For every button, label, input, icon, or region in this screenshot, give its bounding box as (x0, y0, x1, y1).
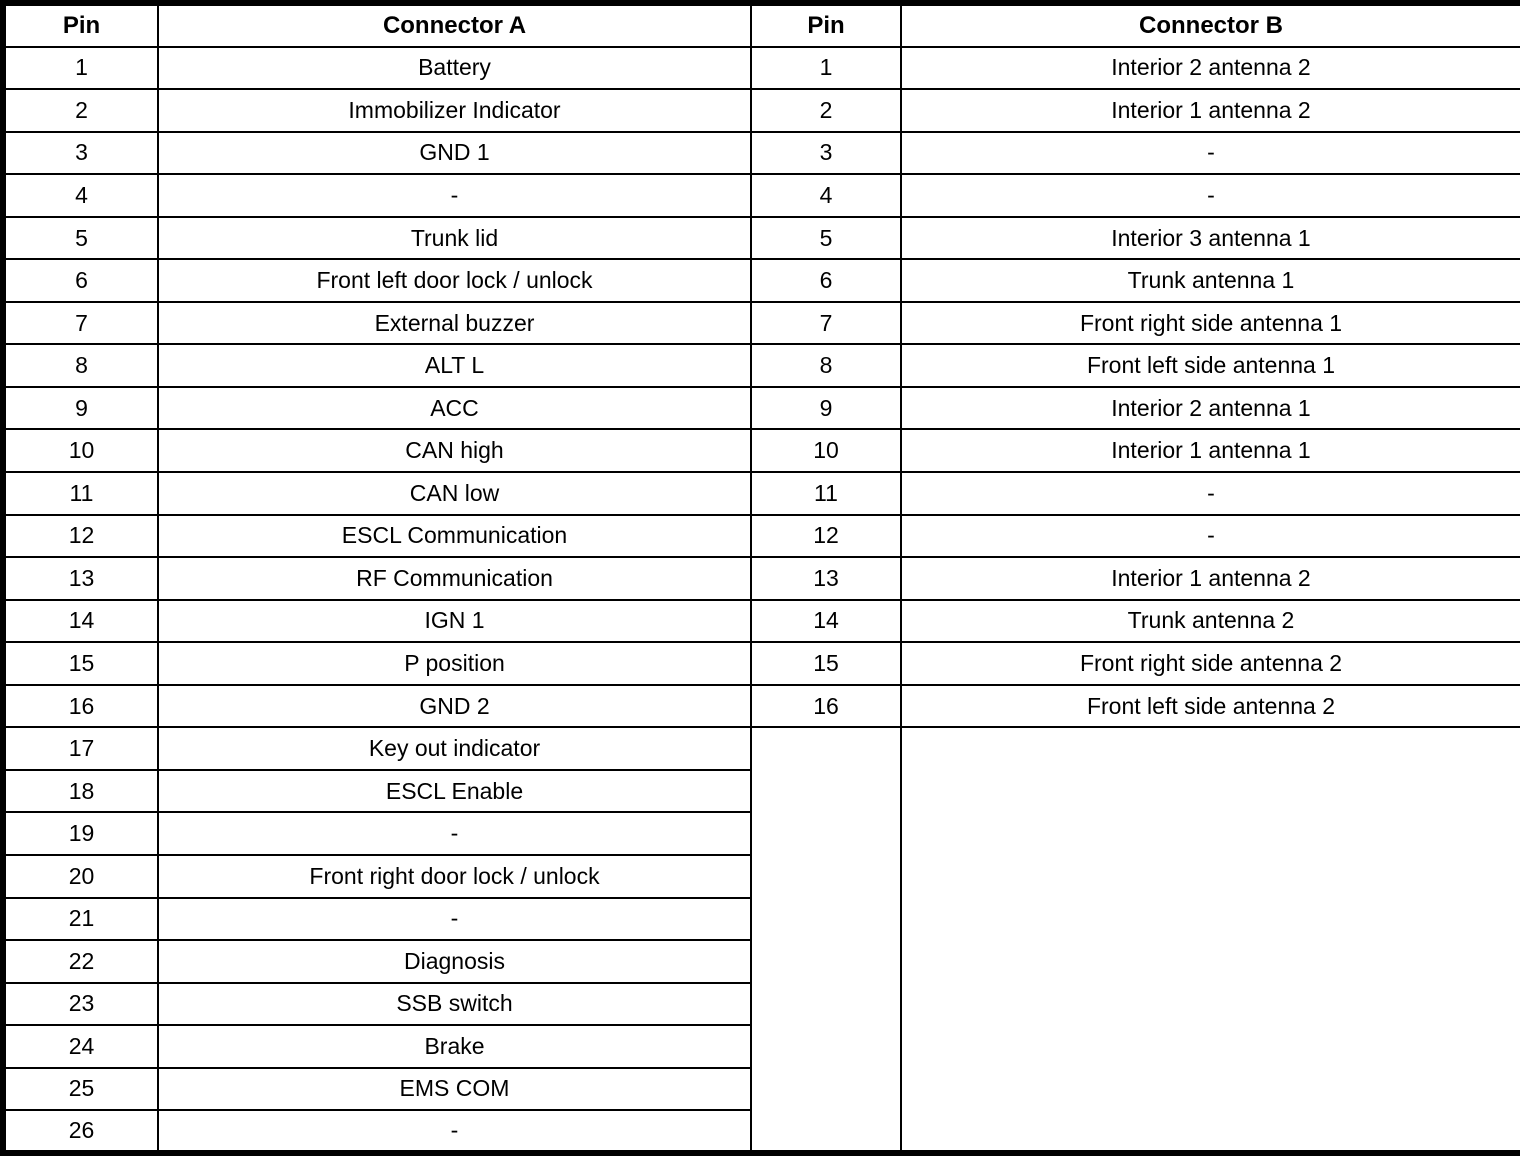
connector-a-desc-cell: - (158, 174, 751, 217)
connector-a-desc-cell: GND 1 (158, 132, 751, 175)
connector-b-desc-cell: Trunk antenna 2 (901, 600, 1520, 643)
connector-b-pin-cell: 9 (751, 387, 901, 430)
connector-b-pin-cell: 14 (751, 600, 901, 643)
connector-b-pin-cell: 8 (751, 344, 901, 387)
connector-a-desc-cell: Trunk lid (158, 217, 751, 260)
table-row (3, 302, 1520, 345)
connector-a-desc-cell: Immobilizer Indicator (158, 89, 751, 132)
connector-a-desc-cell: EMS COM (158, 1068, 751, 1111)
connector-b-desc-cell: Front left side antenna 1 (901, 344, 1520, 387)
connector-b-pin-empty-cell (751, 727, 901, 1153)
connector-a-pin-cell: 6 (3, 259, 158, 302)
connector-b-desc-cell: Trunk antenna 1 (901, 259, 1520, 302)
connector-a-desc-cell: - (158, 812, 751, 855)
connector-b-desc-cell: Interior 1 antenna 2 (901, 89, 1520, 132)
header-connector-a: Connector A (158, 3, 751, 47)
connector-a-pin-cell: 21 (3, 898, 158, 941)
table-row (3, 344, 1520, 387)
connector-a-pin-cell: 1 (3, 47, 158, 90)
connector-a-desc-cell: IGN 1 (158, 600, 751, 643)
connector-a-pin-cell: 15 (3, 642, 158, 685)
table-row (3, 727, 1520, 770)
connector-a-pin-cell: 17 (3, 727, 158, 770)
connector-b-desc-cell: Interior 1 antenna 1 (901, 429, 1520, 472)
table-row (3, 174, 1520, 217)
connector-a-desc-cell: ACC (158, 387, 751, 430)
connector-a-pin-cell: 10 (3, 429, 158, 472)
connector-a-pin-cell: 13 (3, 557, 158, 600)
connector-a-pin-cell: 9 (3, 387, 158, 430)
connector-a-pin-cell: 25 (3, 1068, 158, 1111)
connector-a-desc-cell: Diagnosis (158, 940, 751, 983)
connector-a-desc-cell: P position (158, 642, 751, 685)
connector-a-desc-cell: CAN high (158, 429, 751, 472)
connector-a-desc-cell: GND 2 (158, 685, 751, 728)
connector-b-desc-cell: - (901, 515, 1520, 558)
connector-a-desc-cell: Brake (158, 1025, 751, 1068)
table-row (3, 429, 1520, 472)
connector-b-pin-cell: 10 (751, 429, 901, 472)
connector-a-desc-cell: Battery (158, 47, 751, 90)
connector-a-pin-cell: 18 (3, 770, 158, 813)
connector-b-pin-cell: 2 (751, 89, 901, 132)
table-row (3, 515, 1520, 558)
connector-b-pin-cell: 1 (751, 47, 901, 90)
connector-b-desc-cell: Front right side antenna 1 (901, 302, 1520, 345)
connector-b-desc-cell: Interior 3 antenna 1 (901, 217, 1520, 260)
connector-a-pin-cell: 24 (3, 1025, 158, 1068)
connector-b-pin-cell: 13 (751, 557, 901, 600)
connector-a-desc-cell: ESCL Enable (158, 770, 751, 813)
connector-a-desc-cell: - (158, 1110, 751, 1153)
connector-a-desc-cell: - (158, 898, 751, 941)
connector-b-desc-empty-cell (901, 727, 1520, 1153)
connector-b-pin-cell: 11 (751, 472, 901, 515)
connector-a-pin-cell: 3 (3, 132, 158, 175)
table-row (3, 600, 1520, 643)
connector-b-pin-cell: 16 (751, 685, 901, 728)
connector-b-pin-cell: 4 (751, 174, 901, 217)
connector-a-desc-cell: External buzzer (158, 302, 751, 345)
connector-a-desc-cell: ESCL Communication (158, 515, 751, 558)
connector-b-pin-cell: 6 (751, 259, 901, 302)
connector-a-pin-cell: 5 (3, 217, 158, 260)
table-row (3, 217, 1520, 260)
connector-b-desc-cell: - (901, 132, 1520, 175)
connector-b-pin-cell: 15 (751, 642, 901, 685)
table-row (3, 132, 1520, 175)
table-row (3, 685, 1520, 728)
table-row (3, 47, 1520, 90)
header-pin-a: Pin (3, 3, 158, 47)
connector-b-desc-cell: Interior 1 antenna 2 (901, 557, 1520, 600)
connector-b-pin-cell: 12 (751, 515, 901, 558)
table-row (3, 472, 1520, 515)
connector-b-pin-cell: 5 (751, 217, 901, 260)
connector-a-pin-cell: 11 (3, 472, 158, 515)
connector-a-pin-cell: 7 (3, 302, 158, 345)
connector-a-pin-cell: 12 (3, 515, 158, 558)
connector-a-pin-cell: 8 (3, 344, 158, 387)
connector-a-pin-cell: 22 (3, 940, 158, 983)
connector-b-desc-cell: - (901, 472, 1520, 515)
connector-b-pin-cell: 3 (751, 132, 901, 175)
table-row (3, 557, 1520, 600)
connector-a-desc-cell: ALT L (158, 344, 751, 387)
connector-b-desc-cell: Interior 2 antenna 1 (901, 387, 1520, 430)
header-row (3, 3, 1520, 47)
connector-a-desc-cell: Front right door lock / unlock (158, 855, 751, 898)
connector-a-pin-cell: 26 (3, 1110, 158, 1153)
connector-b-desc-cell: Front right side antenna 2 (901, 642, 1520, 685)
connector-b-pin-cell: 7 (751, 302, 901, 345)
connector-a-pin-cell: 19 (3, 812, 158, 855)
connector-a-pin-cell: 23 (3, 983, 158, 1026)
connector-a-pin-cell: 20 (3, 855, 158, 898)
connector-b-desc-cell: Interior 2 antenna 2 (901, 47, 1520, 90)
connector-b-desc-cell: - (901, 174, 1520, 217)
connector-a-desc-cell: CAN low (158, 472, 751, 515)
connector-a-desc-cell: Front left door lock / unlock (158, 259, 751, 302)
connector-a-desc-cell: RF Communication (158, 557, 751, 600)
header-pin-b: Pin (751, 3, 901, 47)
connector-a-pin-cell: 2 (3, 89, 158, 132)
table-row (3, 642, 1520, 685)
table-row (3, 259, 1520, 302)
table-row (3, 387, 1520, 430)
connector-a-pin-cell: 16 (3, 685, 158, 728)
connector-a-desc-cell: SSB switch (158, 983, 751, 1026)
table-row (3, 89, 1520, 132)
connector-a-desc-cell: Key out indicator (158, 727, 751, 770)
connector-a-pin-cell: 14 (3, 600, 158, 643)
connector-b-desc-cell: Front left side antenna 2 (901, 685, 1520, 728)
header-connector-b: Connector B (901, 3, 1520, 47)
connector-a-pin-cell: 4 (3, 174, 158, 217)
